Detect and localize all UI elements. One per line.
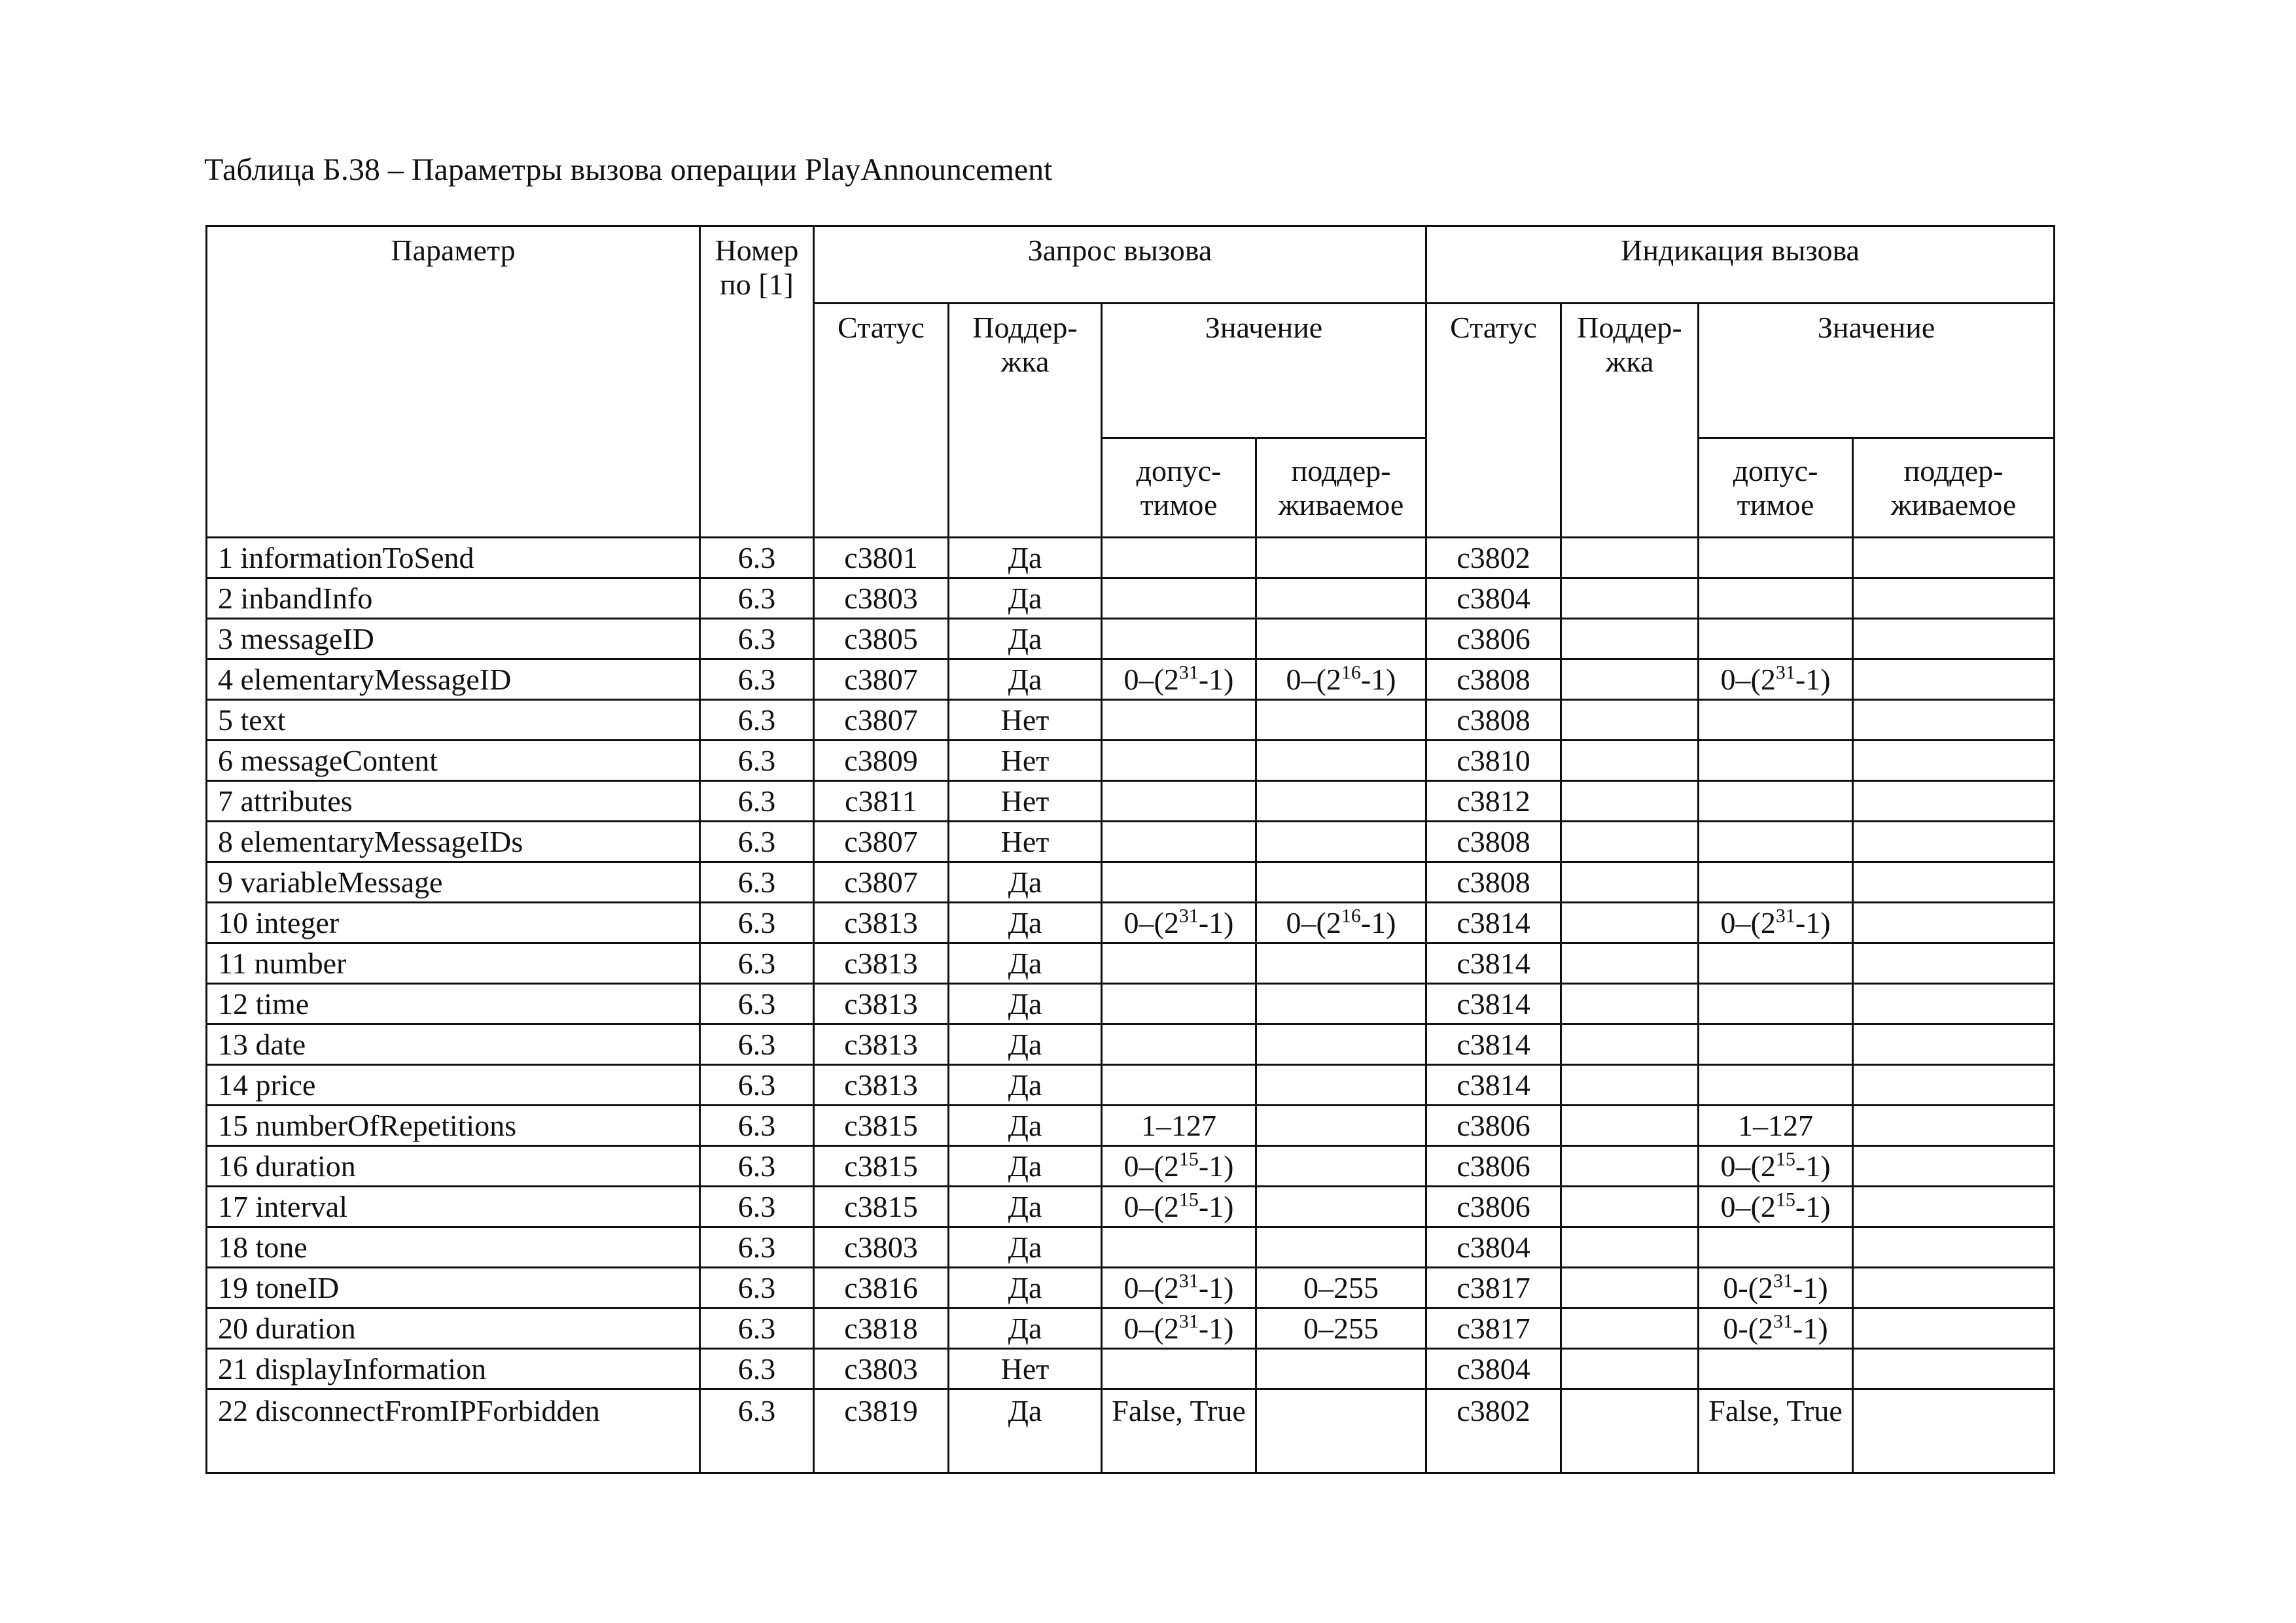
- request-supported-value-cell: [1256, 619, 1426, 659]
- parameters-table: [205, 225, 2055, 1474]
- request-supported-value-cell: [1256, 862, 1426, 903]
- indication-status-cell: c3802: [1426, 1389, 1561, 1473]
- indication-allowed-value-cell: [1699, 538, 1853, 578]
- header-request-supported: поддер-живаемое: [1256, 438, 1426, 538]
- indication-supported-value-cell: [1853, 1268, 2055, 1308]
- indication-allowed-value-cell: [1699, 1227, 1853, 1268]
- indication-supported-value-cell: [1853, 1308, 2055, 1349]
- request-support-cell: Да: [949, 903, 1102, 943]
- request-support-cell: Да: [949, 1227, 1102, 1268]
- request-allowed-value-cell: $0-(2^{31}-1)$: [1102, 1308, 1256, 1349]
- request-supported-value-cell: [1256, 1146, 1426, 1187]
- indication-supported-value-cell: [1853, 1106, 2055, 1146]
- request-supported-value-cell: [1256, 943, 1426, 984]
- parameter-cell: 2 inbandInfo: [207, 578, 700, 619]
- table-row: [207, 1389, 2055, 1473]
- request-status-cell: c3818: [814, 1308, 949, 1349]
- table-row: [207, 822, 2055, 862]
- request-allowed-value-cell: [1102, 741, 1256, 781]
- indication-status-cell: c3812: [1426, 781, 1561, 822]
- parameter-cell: 6 messageContent: [207, 741, 700, 781]
- indication-status-cell: c3804: [1426, 1227, 1561, 1268]
- parameter-cell: 11 number: [207, 943, 700, 984]
- indication-status-cell: c3806: [1426, 1106, 1561, 1146]
- request-status-cell: c3807: [814, 659, 949, 700]
- number-cell: 6.3: [700, 741, 814, 781]
- request-support-cell: Да: [949, 1308, 1102, 1349]
- request-allowed-value-cell: $0-(2^{31}-1)$: [1102, 1268, 1256, 1308]
- request-support-cell: Нет: [949, 822, 1102, 862]
- request-support-cell: Нет: [949, 1349, 1102, 1389]
- request-status-cell: c3813: [814, 1065, 949, 1106]
- header-request-status: Статус: [814, 304, 949, 538]
- indication-allowed-value-cell: $0-(2^{31}-1)$: [1699, 659, 1853, 700]
- parameter-cell: 7 attributes: [207, 781, 700, 822]
- indication-status-cell: c3814: [1426, 903, 1561, 943]
- request-supported-value-cell: $0-(2^{16}-1)$: [1256, 659, 1426, 700]
- indication-supported-value-cell: [1853, 984, 2055, 1024]
- indication-status-cell: c3806: [1426, 1146, 1561, 1187]
- number-cell: 6.3: [700, 538, 814, 578]
- request-support-cell: Да: [949, 862, 1102, 903]
- request-status-cell: c3803: [814, 1227, 949, 1268]
- request-supported-value-cell: [1256, 578, 1426, 619]
- indication-allowed-value-cell: [1699, 700, 1853, 741]
- parameter-cell: 8 elementaryMessageIDs: [207, 822, 700, 862]
- header-parameter: Параметр: [207, 226, 700, 538]
- request-status-cell: c3813: [814, 903, 949, 943]
- number-cell: 6.3: [700, 1065, 814, 1106]
- indication-support-cell: [1561, 943, 1699, 984]
- indication-allowed-value-cell: [1699, 1065, 1853, 1106]
- request-allowed-value-cell: [1102, 538, 1256, 578]
- indication-allowed-value-cell: $0-(2^{15}-1)$: [1699, 1187, 1853, 1227]
- request-support-cell: Да: [949, 659, 1102, 700]
- number-cell: 6.3: [700, 1308, 814, 1349]
- request-allowed-value-cell: [1102, 1349, 1256, 1389]
- header-number: Номер по [1]: [700, 226, 814, 538]
- number-cell: 6.3: [700, 1187, 814, 1227]
- request-support-cell: Да: [949, 619, 1102, 659]
- indication-status-cell: c3814: [1426, 1065, 1561, 1106]
- header-request-allowed: допус-тимое: [1102, 438, 1256, 538]
- number-cell: 6.3: [700, 1024, 814, 1065]
- indication-support-cell: [1561, 1349, 1699, 1389]
- indication-allowed-value-cell: [1699, 781, 1853, 822]
- indication-supported-value-cell: [1853, 1349, 2055, 1389]
- indication-status-cell: c3804: [1426, 578, 1561, 619]
- request-support-cell: Да: [949, 1106, 1102, 1146]
- indication-support-cell: [1561, 903, 1699, 943]
- request-allowed-value-cell: [1102, 1024, 1256, 1065]
- request-allowed-value-cell: $0-(2^{31}-1)$: [1102, 903, 1256, 943]
- request-allowed-value-cell: [1102, 862, 1256, 903]
- request-supported-value-cell: [1256, 1106, 1426, 1146]
- indication-support-cell: [1561, 741, 1699, 781]
- parameter-cell: 19 toneID: [207, 1268, 700, 1308]
- indication-allowed-value-cell: [1699, 1024, 1853, 1065]
- indication-support-cell: [1561, 578, 1699, 619]
- parameter-cell: 14 price: [207, 1065, 700, 1106]
- indication-support-cell: [1561, 1187, 1699, 1227]
- request-status-cell: c3819: [814, 1389, 949, 1473]
- request-status-cell: c3809: [814, 741, 949, 781]
- indication-status-cell: c3808: [1426, 659, 1561, 700]
- table-row: [207, 1146, 2055, 1187]
- parameter-cell: 20 duration: [207, 1308, 700, 1349]
- indication-supported-value-cell: [1853, 659, 2055, 700]
- request-allowed-value-cell: [1102, 1227, 1256, 1268]
- request-status-cell: c3815: [814, 1106, 949, 1146]
- request-supported-value-cell: [1256, 700, 1426, 741]
- request-allowed-value-cell: [1102, 700, 1256, 741]
- table-row: [207, 903, 2055, 943]
- table-row: [207, 741, 2055, 781]
- request-support-cell: Да: [949, 1024, 1102, 1065]
- indication-allowed-value-cell: [1699, 1349, 1853, 1389]
- indication-status-cell: c3804: [1426, 1349, 1561, 1389]
- number-cell: 6.3: [700, 659, 814, 700]
- table-row: [207, 781, 2055, 822]
- request-allowed-value-cell: [1102, 619, 1256, 659]
- header-request-support: Поддер-жка: [949, 304, 1102, 538]
- number-cell: 6.3: [700, 822, 814, 862]
- parameter-cell: 12 time: [207, 984, 700, 1024]
- request-status-cell: c3815: [814, 1187, 949, 1227]
- header-request: Запрос вызова: [814, 226, 1426, 304]
- number-cell: 6.3: [700, 862, 814, 903]
- indication-supported-value-cell: [1853, 578, 2055, 619]
- table-row: [207, 1349, 2055, 1389]
- number-cell: 6.3: [700, 1268, 814, 1308]
- table-row: [207, 1106, 2055, 1146]
- indication-support-cell: [1561, 822, 1699, 862]
- table-row: [207, 1308, 2055, 1349]
- indication-support-cell: [1561, 1065, 1699, 1106]
- request-status-cell: c3807: [814, 700, 949, 741]
- request-support-cell: Да: [949, 1065, 1102, 1106]
- request-allowed-value-cell: [1102, 822, 1256, 862]
- indication-support-cell: [1561, 1227, 1699, 1268]
- indication-supported-value-cell: [1853, 862, 2055, 903]
- request-support-cell: Да: [949, 1146, 1102, 1187]
- number-cell: 6.3: [700, 1146, 814, 1187]
- indication-status-cell: c3806: [1426, 1187, 1561, 1227]
- indication-allowed-value-cell: $0-(2^{31}-1)$: [1699, 903, 1853, 943]
- indication-status-cell: c3814: [1426, 984, 1561, 1024]
- indication-status-cell: c3817: [1426, 1268, 1561, 1308]
- parameter-cell: 16 duration: [207, 1146, 700, 1187]
- indication-status-cell: c3808: [1426, 700, 1561, 741]
- indication-allowed-value-cell: False, True: [1699, 1389, 1853, 1473]
- request-status-cell: c3813: [814, 943, 949, 984]
- request-supported-value-cell: [1256, 1065, 1426, 1106]
- request-status-cell: c3803: [814, 578, 949, 619]
- table-row: [207, 700, 2055, 741]
- indication-allowed-value-cell: $0-(2^{31}-1)$: [1699, 1308, 1853, 1349]
- number-cell: 6.3: [700, 619, 814, 659]
- indication-supported-value-cell: [1853, 619, 2055, 659]
- indication-allowed-value-cell: [1699, 741, 1853, 781]
- request-support-cell: Да: [949, 538, 1102, 578]
- parameter-cell: 3 messageID: [207, 619, 700, 659]
- indication-supported-value-cell: [1853, 1227, 2055, 1268]
- parameter-cell: 10 integer: [207, 903, 700, 943]
- request-status-cell: c3803: [814, 1349, 949, 1389]
- request-status-cell: c3813: [814, 1024, 949, 1065]
- table-header: [207, 226, 2055, 538]
- indication-status-cell: c3817: [1426, 1308, 1561, 1349]
- number-cell: 6.3: [700, 1349, 814, 1389]
- request-supported-value-cell: [1256, 1187, 1426, 1227]
- request-support-cell: Нет: [949, 781, 1102, 822]
- table-row: [207, 578, 2055, 619]
- request-support-cell: Нет: [949, 700, 1102, 741]
- indication-allowed-value-cell: [1699, 578, 1853, 619]
- indication-allowed-value-cell: $0-(2^{31}-1)$: [1699, 1268, 1853, 1308]
- indication-supported-value-cell: [1853, 1065, 2055, 1106]
- table-row: [207, 1227, 2055, 1268]
- number-cell: 6.3: [700, 1227, 814, 1268]
- header-request-value: Значение: [1102, 304, 1426, 438]
- request-allowed-value-cell: $0-(2^{31}-1)$: [1102, 659, 1256, 700]
- table-row: [207, 1187, 2055, 1227]
- request-support-cell: Да: [949, 1187, 1102, 1227]
- indication-allowed-value-cell: [1699, 984, 1853, 1024]
- indication-status-cell: c3808: [1426, 822, 1561, 862]
- request-allowed-value-cell: 1–127: [1102, 1106, 1256, 1146]
- request-allowed-value-cell: $0-(2^{15}-1)$: [1102, 1187, 1256, 1227]
- table-row: [207, 1268, 2055, 1308]
- request-support-cell: Нет: [949, 741, 1102, 781]
- table-body: [207, 538, 2055, 1473]
- number-cell: 6.3: [700, 781, 814, 822]
- request-support-cell: Да: [949, 943, 1102, 984]
- request-supported-value-cell: [1256, 1389, 1426, 1473]
- number-cell: 6.3: [700, 943, 814, 984]
- request-supported-value-cell: 0–255: [1256, 1268, 1426, 1308]
- request-allowed-value-cell: [1102, 1065, 1256, 1106]
- parameter-cell: 13 date: [207, 1024, 700, 1065]
- parameter-cell: 5 text: [207, 700, 700, 741]
- number-cell: 6.3: [700, 578, 814, 619]
- table-row: [207, 659, 2055, 700]
- indication-support-cell: [1561, 659, 1699, 700]
- request-support-cell: Да: [949, 984, 1102, 1024]
- request-allowed-value-cell: [1102, 578, 1256, 619]
- indication-supported-value-cell: [1853, 741, 2055, 781]
- indication-supported-value-cell: [1853, 538, 2055, 578]
- request-supported-value-cell: 0–255: [1256, 1308, 1426, 1349]
- header-indication-support: Поддер-жка: [1561, 304, 1699, 538]
- indication-status-cell: c3808: [1426, 862, 1561, 903]
- table-row: [207, 862, 2055, 903]
- request-support-cell: Да: [949, 1268, 1102, 1308]
- indication-status-cell: c3802: [1426, 538, 1561, 578]
- table-row: [207, 538, 2055, 578]
- request-status-cell: c3807: [814, 822, 949, 862]
- request-supported-value-cell: [1256, 1349, 1426, 1389]
- indication-allowed-value-cell: 1–127: [1699, 1106, 1853, 1146]
- indication-support-cell: [1561, 1146, 1699, 1187]
- number-cell: 6.3: [700, 1389, 814, 1473]
- request-status-cell: c3811: [814, 781, 949, 822]
- number-cell: 6.3: [700, 1106, 814, 1146]
- indication-supported-value-cell: [1853, 822, 2055, 862]
- number-cell: 6.3: [700, 700, 814, 741]
- request-status-cell: c3805: [814, 619, 949, 659]
- request-support-cell: Да: [949, 1389, 1102, 1473]
- indication-allowed-value-cell: [1699, 619, 1853, 659]
- indication-support-cell: [1561, 862, 1699, 903]
- header-indication-allowed: допус-тимое: [1699, 438, 1853, 538]
- number-cell: 6.3: [700, 903, 814, 943]
- request-status-cell: c3807: [814, 862, 949, 903]
- header-indication-value: Значение: [1699, 304, 2055, 438]
- indication-status-cell: c3806: [1426, 619, 1561, 659]
- indication-support-cell: [1561, 1268, 1699, 1308]
- request-supported-value-cell: [1256, 741, 1426, 781]
- indication-allowed-value-cell: [1699, 862, 1853, 903]
- indication-support-cell: [1561, 619, 1699, 659]
- indication-support-cell: [1561, 984, 1699, 1024]
- indication-status-cell: c3814: [1426, 1024, 1561, 1065]
- indication-supported-value-cell: [1853, 943, 2055, 984]
- header-indication: Индикация вызова: [1426, 226, 2055, 304]
- request-allowed-value-cell: $0-(2^{15}-1)$: [1102, 1146, 1256, 1187]
- request-supported-value-cell: $0-(2^{16}-1)$: [1256, 903, 1426, 943]
- request-supported-value-cell: [1256, 1024, 1426, 1065]
- indication-allowed-value-cell: $0-(2^{15}-1)$: [1699, 1146, 1853, 1187]
- request-status-cell: c3801: [814, 538, 949, 578]
- parameter-cell: 21 displayInformation: [207, 1349, 700, 1389]
- indication-supported-value-cell: [1853, 1389, 2055, 1473]
- request-status-cell: c3815: [814, 1146, 949, 1187]
- indication-support-cell: [1561, 538, 1699, 578]
- indication-support-cell: [1561, 1389, 1699, 1473]
- table-row: [207, 984, 2055, 1024]
- request-status-cell: c3813: [814, 984, 949, 1024]
- indication-status-cell: c3814: [1426, 943, 1561, 984]
- request-supported-value-cell: [1256, 781, 1426, 822]
- indication-supported-value-cell: [1853, 1024, 2055, 1065]
- request-supported-value-cell: [1256, 984, 1426, 1024]
- table-row: [207, 1024, 2055, 1065]
- request-support-cell: Да: [949, 578, 1102, 619]
- indication-supported-value-cell: [1853, 700, 2055, 741]
- request-supported-value-cell: [1256, 538, 1426, 578]
- request-supported-value-cell: [1256, 822, 1426, 862]
- parameter-cell: 1 informationToSend: [207, 538, 700, 578]
- indication-allowed-value-cell: [1699, 822, 1853, 862]
- parameter-cell: 17 interval: [207, 1187, 700, 1227]
- parameter-cell: 4 elementaryMessageID: [207, 659, 700, 700]
- indication-supported-value-cell: [1853, 1187, 2055, 1227]
- indication-status-cell: c3810: [1426, 741, 1561, 781]
- indication-supported-value-cell: [1853, 781, 2055, 822]
- indication-supported-value-cell: [1853, 1146, 2055, 1187]
- header-indication-supported: поддер-живаемое: [1853, 438, 2055, 538]
- number-cell: 6.3: [700, 984, 814, 1024]
- indication-support-cell: [1561, 1106, 1699, 1146]
- parameter-cell: 9 variableMessage: [207, 862, 700, 903]
- indication-support-cell: [1561, 1308, 1699, 1349]
- indication-supported-value-cell: [1853, 903, 2055, 943]
- indication-allowed-value-cell: [1699, 943, 1853, 984]
- header-indication-status: Статус: [1426, 304, 1561, 538]
- request-allowed-value-cell: [1102, 781, 1256, 822]
- table-row: [207, 943, 2055, 984]
- table-caption: Таблица Б.38 – Параметры вызова операции PlayAnnouncement: [204, 152, 1053, 187]
- table-row: [207, 1065, 2055, 1106]
- parameter-cell: 22 disconnectFromIPForbidden: [207, 1389, 700, 1473]
- indication-support-cell: [1561, 700, 1699, 741]
- table-row: [207, 619, 2055, 659]
- request-allowed-value-cell: [1102, 984, 1256, 1024]
- request-allowed-value-cell: False, True: [1102, 1389, 1256, 1473]
- request-allowed-value-cell: [1102, 943, 1256, 984]
- indication-support-cell: [1561, 1024, 1699, 1065]
- parameter-cell: 15 numberOfRepetitions: [207, 1106, 700, 1146]
- request-supported-value-cell: [1256, 1227, 1426, 1268]
- parameter-cell: 18 tone: [207, 1227, 700, 1268]
- indication-support-cell: [1561, 781, 1699, 822]
- request-status-cell: c3816: [814, 1268, 949, 1308]
